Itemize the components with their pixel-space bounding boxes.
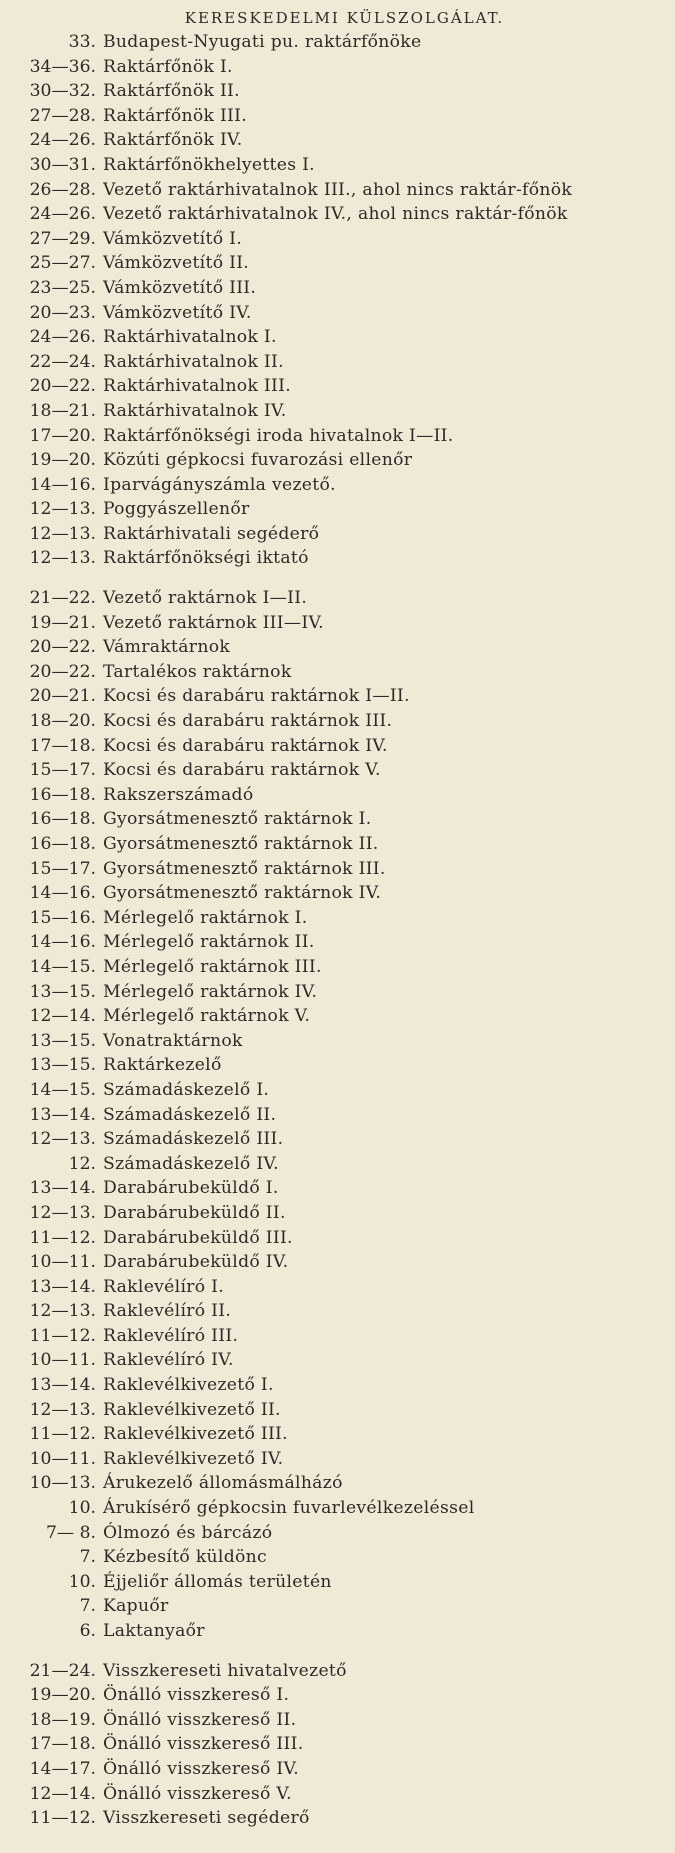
grade-range: 11—12.	[29, 1227, 96, 1248]
list-item	[8, 153, 661, 178]
position-title: Raktárfőnökhelyettes I.	[103, 154, 315, 175]
position-title: Gyorsátmenesztő raktárnok I.	[103, 809, 372, 830]
list-item	[8, 1570, 661, 1595]
position-title: Raktárhivatalnok I.	[103, 327, 277, 348]
position-title: Mérlegelő raktárnok II.	[103, 932, 315, 953]
position-title: Mérlegelő raktárnok V.	[103, 1006, 311, 1027]
position-title: Kocsi és darabáru raktárnok IV.	[103, 735, 388, 756]
list-item	[8, 424, 661, 449]
list-item	[8, 1422, 661, 1447]
grade-range: 15—17.	[29, 858, 96, 879]
position-title: Rakszerszámadó	[103, 784, 254, 805]
list-item	[8, 1004, 661, 1029]
grade-range: 15—16.	[29, 907, 96, 928]
list-item	[8, 955, 661, 980]
position-title: Önálló visszkereső I.	[103, 1685, 290, 1706]
position-title: Kocsi és darabáru raktárnok V.	[103, 760, 381, 781]
grade-range: 26—28.	[29, 179, 96, 200]
grade-range: 10—11.	[29, 1350, 96, 1371]
grade-range: 13—15.	[29, 1055, 96, 1076]
grade-range: 34—36.	[29, 56, 96, 77]
list-item	[8, 930, 661, 955]
position-title: Vámközvetítő II.	[103, 253, 250, 274]
grade-range: 27—28.	[29, 105, 96, 126]
grade-range: 33.	[68, 32, 96, 52]
grade-range: 20—22.	[29, 637, 96, 658]
grade-range: 12—13.	[29, 499, 96, 520]
position-title: Kocsi és darabáru raktárnok III.	[103, 711, 393, 732]
grade-range: 14—17.	[29, 1758, 96, 1779]
grade-range: 21—22.	[29, 588, 96, 609]
position-title: Visszkereseti segéderő	[103, 1808, 310, 1829]
grade-range: 15—17.	[29, 760, 96, 781]
position-title: Gyorsátmenesztő raktárnok III.	[103, 858, 386, 879]
position-title: Raktárfőnök I.	[103, 56, 233, 77]
list-item	[8, 1078, 661, 1103]
list-item	[8, 276, 661, 301]
position-title: Vonatraktárnok	[103, 1030, 243, 1051]
position-title: Raklevélíró III.	[103, 1325, 239, 1346]
list-item	[8, 1103, 661, 1128]
grade-range: 10—11.	[29, 1252, 96, 1273]
list-item	[8, 473, 661, 498]
list-item	[8, 448, 661, 473]
position-title: Raktárhivatalnok II.	[103, 351, 284, 372]
position-title: Számadáskezelő I.	[103, 1079, 270, 1100]
position-title: Tartalékos raktárnok	[103, 661, 292, 682]
list-item	[8, 1806, 661, 1831]
list-item	[8, 1299, 661, 1324]
position-title: Közúti gépkocsi fuvarozási ellenőr	[103, 450, 413, 471]
position-title: Vámközvetítő IV.	[103, 302, 252, 323]
position-title: Raklevélkivezető I.	[103, 1375, 274, 1396]
grade-range: 13—15.	[29, 1030, 96, 1051]
position-title: Árukezelő állomásmálházó	[103, 1473, 343, 1494]
list-item	[8, 709, 661, 734]
list-item	[8, 399, 661, 424]
grade-range: 17—18.	[29, 1734, 96, 1755]
list-item	[8, 104, 661, 129]
position-title: Gyorsátmenesztő raktárnok IV.	[103, 883, 382, 904]
grade-range: 20—23.	[29, 302, 96, 323]
list-item	[8, 374, 661, 399]
position-title: Önálló visszkereső V.	[103, 1783, 292, 1804]
position-title: Iparvágányszámla vezető.	[103, 474, 336, 495]
block-raktar-hivatal	[8, 30, 661, 571]
list-item	[8, 251, 661, 276]
block-visszkereset	[8, 1659, 661, 1831]
position-title: Raktárhivatalnok III.	[103, 376, 291, 397]
grade-range: 7.	[79, 1596, 96, 1617]
grade-range: 10.	[68, 1498, 96, 1519]
list-item	[8, 1053, 661, 1078]
list-item	[8, 1683, 661, 1708]
page-title: KERESKEDELMI KÜLSZOLGÁLAT.	[184, 9, 505, 27]
list-item	[8, 522, 661, 547]
position-title: Számadáskezelő IV.	[103, 1153, 279, 1174]
grade-range: 7.	[79, 1547, 96, 1568]
position-title: Raklevélíró II.	[103, 1301, 232, 1322]
list-item	[8, 832, 661, 857]
position-title: Vezető raktárnok I—II.	[103, 588, 308, 609]
grade-range: 24—26.	[29, 204, 96, 225]
grade-range: 13—15.	[29, 981, 96, 1002]
list-item	[8, 783, 661, 808]
list-item	[8, 1447, 661, 1472]
position-title: Ólmozó és bárcázó	[103, 1522, 273, 1543]
position-title: Raktárhivatalnok IV.	[103, 400, 287, 421]
list-item	[8, 546, 661, 571]
list-item	[8, 325, 661, 350]
grade-range: 16—18.	[29, 834, 96, 854]
grade-range: 30—31.	[29, 154, 96, 175]
grade-range: 10—11.	[29, 1448, 96, 1469]
position-title: Raklevélkivezető II.	[103, 1399, 281, 1420]
list-item	[8, 227, 661, 252]
list-item	[8, 178, 661, 203]
position-title: Kocsi és darabáru raktárnok I—II.	[103, 686, 410, 707]
list-item	[8, 684, 661, 709]
position-title: Budapest-Nyugati pu. raktárfőnöke	[103, 32, 422, 52]
list-item	[8, 1496, 661, 1521]
grade-range: 12—13.	[29, 523, 96, 544]
position-title: Vezető raktárhivatalnok III., ahol nincs raktár-főnök	[103, 179, 573, 200]
list-item	[8, 906, 661, 931]
position-title: Vezető raktárnok III—IV.	[103, 612, 324, 633]
grade-range: 18—19.	[29, 1709, 96, 1730]
list-item	[8, 1275, 661, 1300]
grade-range: 20—22.	[29, 376, 96, 397]
grade-range: 16—18.	[29, 784, 96, 805]
position-title: Önálló visszkereső III.	[103, 1734, 304, 1755]
position-title: Éjjeliőr állomás területén	[103, 1571, 332, 1592]
grade-range: 12—13.	[29, 1202, 96, 1223]
position-title: Raklevélíró I.	[103, 1276, 225, 1297]
position-title: Raktárkezelő	[103, 1055, 222, 1076]
grade-range: 18—20.	[29, 711, 96, 732]
position-title: Raklevélíró IV.	[103, 1350, 234, 1371]
list-item	[8, 30, 661, 55]
grade-range: 12—13.	[29, 1301, 96, 1322]
position-title: Darabárubeküldő I.	[103, 1178, 279, 1199]
list-item	[8, 497, 661, 522]
grade-range: 14—16.	[29, 883, 96, 904]
list-item	[8, 1250, 661, 1275]
list-item	[8, 1398, 661, 1423]
position-title: Árukísérő gépkocsin fuvarlevélkezeléssel	[103, 1498, 475, 1519]
grade-range: 23—25.	[29, 277, 96, 298]
grade-range: 11—12.	[29, 1325, 96, 1346]
grade-range: 13—14.	[29, 1375, 96, 1396]
grade-range: 21—24.	[29, 1660, 96, 1681]
grade-range: 6.	[79, 1621, 96, 1641]
list-item	[8, 79, 661, 104]
position-title: Darabárubeküldő II.	[103, 1202, 286, 1223]
position-title: Raklevélkivezető IV.	[103, 1448, 284, 1469]
grade-range: 19—21.	[29, 612, 96, 633]
grade-range: 18—21.	[29, 400, 96, 421]
list-item	[8, 1176, 661, 1201]
grade-range: 12—13.	[29, 1399, 96, 1420]
grade-range: 12—13.	[29, 1129, 96, 1150]
list-item	[8, 128, 661, 153]
position-title: Vezető raktárhivatalnok IV., ahol nincs raktár-főnök	[103, 204, 568, 225]
list-item	[8, 1324, 661, 1349]
grade-range: 12.	[68, 1153, 96, 1174]
list-item	[8, 611, 661, 636]
list-item	[8, 202, 661, 227]
list-item	[8, 1029, 661, 1054]
grade-range: 17—20.	[29, 425, 96, 446]
list-item	[8, 1348, 661, 1373]
position-title: Számadáskezelő III.	[103, 1129, 284, 1150]
position-title: Gyorsátmenesztő raktárnok II.	[103, 834, 379, 854]
position-title: Raktárfőnök III.	[103, 105, 248, 126]
block-raktarnok	[8, 586, 661, 1644]
list-item	[8, 55, 661, 80]
position-title: Raktárfőnök II.	[103, 81, 240, 102]
grade-range: 16—18.	[29, 809, 96, 830]
grade-range: 20—21.	[29, 686, 96, 707]
list-item	[8, 1471, 661, 1496]
position-title: Raktárfőnökségi iktató	[103, 548, 309, 569]
position-title: Darabárubeküldő III.	[103, 1227, 293, 1248]
list-item	[8, 758, 661, 783]
grade-range: 22—24.	[29, 351, 96, 372]
list-item	[8, 1619, 661, 1644]
grade-range: 24—26.	[29, 130, 96, 151]
grade-range: 27—29.	[29, 228, 96, 249]
position-title: Önálló visszkereső II.	[103, 1709, 297, 1730]
grade-range: 11—12.	[29, 1808, 96, 1829]
grade-range: 14—15.	[29, 956, 96, 977]
position-title: Számadáskezelő II.	[103, 1104, 277, 1125]
list-item	[8, 1226, 661, 1251]
list-item	[8, 857, 661, 882]
grade-range: 25—27.	[29, 253, 96, 274]
grade-range: 13—14.	[29, 1104, 96, 1125]
grade-range: 10.	[68, 1571, 96, 1592]
grade-range: 12—14.	[29, 1006, 96, 1027]
list-item	[8, 980, 661, 1005]
position-title: Mérlegelő raktárnok I.	[103, 907, 308, 928]
position-title: Raktárfőnök IV.	[103, 130, 243, 151]
list-item	[8, 1545, 661, 1570]
grade-range: 17—18.	[29, 735, 96, 756]
grade-range: 19—20.	[29, 1685, 96, 1706]
position-title: Vámközvetítő I.	[103, 228, 242, 249]
list-item	[8, 1757, 661, 1782]
grade-range: 14—16.	[29, 932, 96, 953]
list-item	[8, 807, 661, 832]
position-title: Visszkereseti hivatalvezető	[103, 1660, 347, 1681]
grade-range: 12—13.	[29, 548, 96, 569]
grade-range: 20—22.	[29, 661, 96, 682]
position-title: Kézbesítő küldönc	[103, 1547, 267, 1568]
position-title: Raktárfőnökségi iroda hivatalnok I—II.	[103, 425, 454, 446]
grade-range: 11—12.	[29, 1424, 96, 1445]
list-item	[8, 1127, 661, 1152]
list-item	[8, 1201, 661, 1226]
position-title: Darabárubeküldő IV.	[103, 1252, 289, 1273]
position-title: Poggyászellenőr	[103, 499, 250, 520]
list-item	[8, 1521, 661, 1546]
list-item	[8, 1152, 661, 1177]
grade-range: 10—13.	[29, 1473, 96, 1494]
list-item	[8, 1782, 661, 1807]
list-item	[8, 1659, 661, 1684]
grade-range: 24—26.	[29, 327, 96, 348]
grade-range: 13—14.	[29, 1276, 96, 1297]
list-item	[8, 1594, 661, 1619]
list-item	[8, 1708, 661, 1733]
position-title: Raktárhivatali segéderő	[103, 523, 320, 544]
list-item	[8, 660, 661, 685]
grade-range: 30—32.	[29, 81, 96, 102]
position-title: Kapuőr	[103, 1596, 169, 1617]
position-title: Vámraktárnok	[103, 637, 231, 658]
position-title: Laktanyaőr	[103, 1621, 205, 1641]
position-title: Mérlegelő raktárnok III.	[103, 956, 322, 977]
list-item	[8, 586, 661, 611]
list-item	[8, 301, 661, 326]
grade-range: 19—20.	[29, 450, 96, 471]
list-item	[8, 881, 661, 906]
position-title: Vámközvetítő III.	[103, 277, 257, 298]
list-item	[8, 1732, 661, 1757]
list-item	[8, 1373, 661, 1398]
position-title: Önálló visszkereső IV.	[103, 1758, 299, 1779]
grade-range: 7— 8.	[46, 1522, 96, 1543]
list-item	[8, 734, 661, 759]
position-title: Mérlegelő raktárnok IV.	[103, 981, 318, 1002]
grade-range: 14—16.	[29, 474, 96, 495]
position-title: Raklevélkivezető III.	[103, 1424, 288, 1445]
grade-range: 14—15.	[29, 1079, 96, 1100]
list-item	[8, 635, 661, 660]
grade-range: 13—14.	[29, 1178, 96, 1199]
list-item	[8, 350, 661, 375]
grade-range: 12—14.	[29, 1783, 96, 1804]
